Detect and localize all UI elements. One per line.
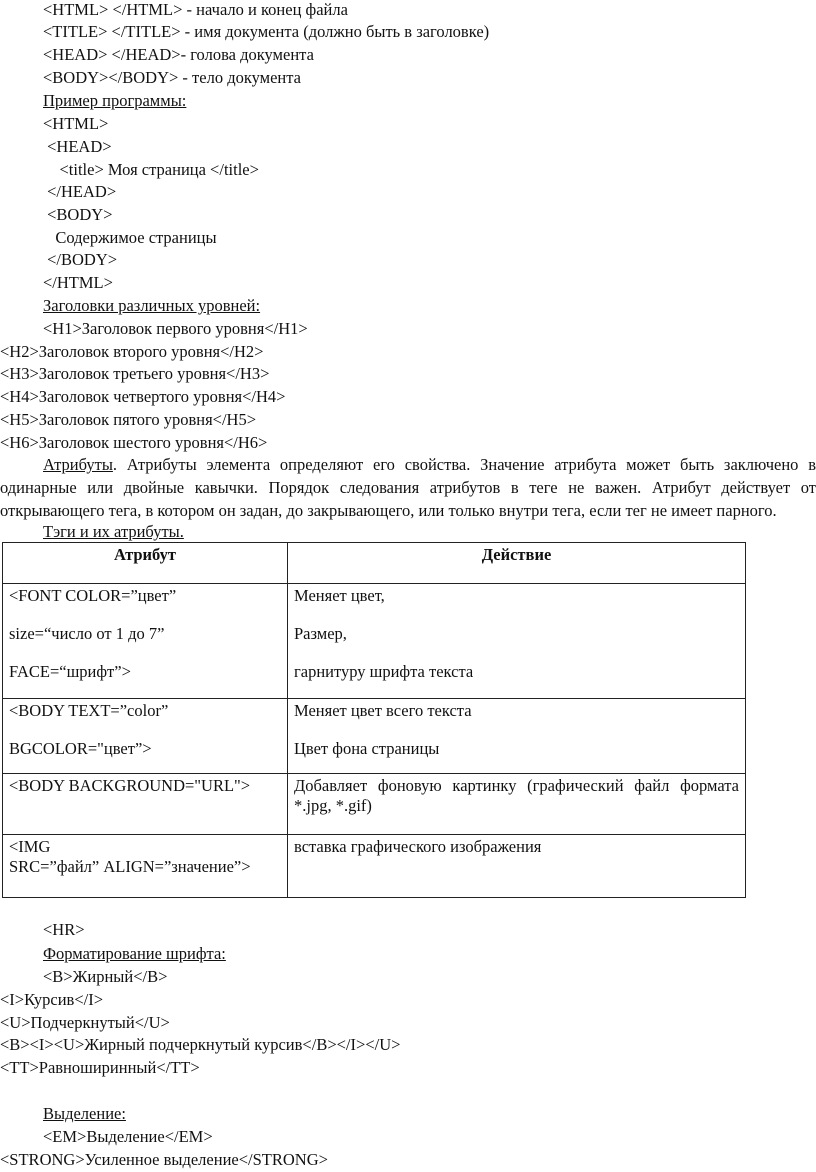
formatting-line: <TT>Равноширинный</TT> (0, 1058, 200, 1077)
formatting-line: <I>Курсив</I> (0, 990, 104, 1009)
table-row (3, 699, 746, 774)
cell-text: SRC=”файл” ALIGN=”значение”> (9, 857, 251, 876)
heading-line: <H2>Заголовок второго уровня</H2> (0, 342, 264, 361)
intro-line-head: <HEAD> </HEAD>- голова документа (43, 45, 314, 64)
emphasis-line: <EM>Выделение</EM> (43, 1127, 213, 1146)
intro-line-body: <BODY></BODY> - тело документа (43, 68, 301, 87)
column-header-attribute: Атрибут (3, 543, 288, 584)
attributes-term: Атрибуты (43, 455, 113, 474)
emphasis-line: <STRONG>Усиленное выделение</STRONG> (0, 1150, 328, 1169)
cell-text: Цвет фона страницы (294, 739, 440, 758)
heading-line: <H1>Заголовок первого уровня</H1> (43, 319, 308, 338)
cell-text: *.jpg, *.gif) (294, 796, 372, 815)
cell-text: Добавляет фоновую картинку (графический файл формата (294, 776, 739, 795)
cell-text: <IMG (9, 837, 51, 856)
emphasis-heading: Выделение: (43, 1104, 126, 1123)
cell-text: вставка графического изображения (294, 837, 542, 856)
code-line: </HEAD> (43, 182, 117, 201)
code-line: <HEAD> (43, 137, 112, 156)
cell-text: FACE=“шрифт”> (9, 662, 131, 681)
table-cell (288, 835, 746, 898)
table-cell (288, 699, 746, 774)
hr-line: <HR> (43, 920, 85, 939)
heading-line: <H5>Заголовок пятого уровня</H5> (0, 410, 257, 429)
attributes-table (2, 542, 746, 898)
formatting-line: <U>Подчеркнутый</U> (0, 1013, 170, 1032)
attributes-paragraph-line3: открывающего тега, в котором он задан, до закрывающего, или только внутри тега, если тег не имеет парного. (0, 501, 777, 520)
table-cell (288, 774, 746, 835)
table-cell (3, 774, 288, 835)
code-line: </HTML> (43, 273, 113, 292)
table-cell (3, 699, 288, 774)
code-line: <HTML> (43, 114, 109, 133)
heading-line: <H4>Заголовок четвертого уровня</H4> (0, 387, 286, 406)
cell-text: Размер, (294, 624, 347, 643)
table-cell (3, 584, 288, 699)
table-row (3, 774, 746, 835)
cell-text: <FONT COLOR=”цвет” (9, 586, 177, 605)
formatting-line: <B><I><U>Жирный подчеркнутый курсив</B></I></U> (0, 1035, 401, 1054)
cell-text: Меняет цвет, (294, 586, 385, 605)
cell-text: BGCOLOR="цвет”> (9, 739, 152, 758)
table-cell (3, 835, 288, 898)
cell-text: <BODY BACKGROUND="URL"> (9, 776, 251, 795)
intro-line-html: <HTML> </HTML> - начало и конец файла (43, 0, 348, 19)
column-header-action: Действие (288, 543, 746, 584)
cell-text: <BODY TEXT=”color” (9, 701, 169, 720)
example-heading: Пример программы: (43, 91, 187, 110)
intro-line-title: <TITLE> </TITLE> - имя документа (должно быть в заголовке) (43, 22, 490, 41)
cell-text: гарнитуру шрифта текста (294, 662, 474, 681)
cell-text: Меняет цвет всего текста (294, 701, 472, 720)
attributes-text: . Атрибуты элемента определяют его свойства. Значение атрибута может быть заключено в (112, 455, 816, 474)
attributes-paragraph-line2: одинарные или двойные кавычки. Порядок следования атрибутов в теге не важен. Атрибут действует от (0, 478, 816, 497)
code-line: </BODY> (43, 250, 118, 269)
table-heading: Тэги и их атрибуты. (43, 522, 184, 541)
headings-heading: Заголовки различных уровней: (43, 296, 261, 315)
code-line: Содержимое страницы (43, 228, 217, 247)
table-cell (288, 584, 746, 699)
table-row (3, 584, 746, 699)
table-header-row (3, 543, 746, 584)
formatting-line: <B>Жирный</B> (43, 967, 168, 986)
heading-line: <H3>Заголовок третьего уровня</H3> (0, 364, 270, 383)
cell-text: size=“число от 1 до 7” (9, 624, 165, 643)
code-line: <title> Моя страница </title> (43, 160, 259, 179)
code-line: <BODY> (43, 205, 113, 224)
table-row (3, 835, 746, 898)
formatting-heading: Форматирование шрифта: (43, 944, 226, 963)
attributes-paragraph-line1 (43, 455, 816, 475)
heading-line: <H6>Заголовок шестого уровня</H6> (0, 433, 268, 452)
